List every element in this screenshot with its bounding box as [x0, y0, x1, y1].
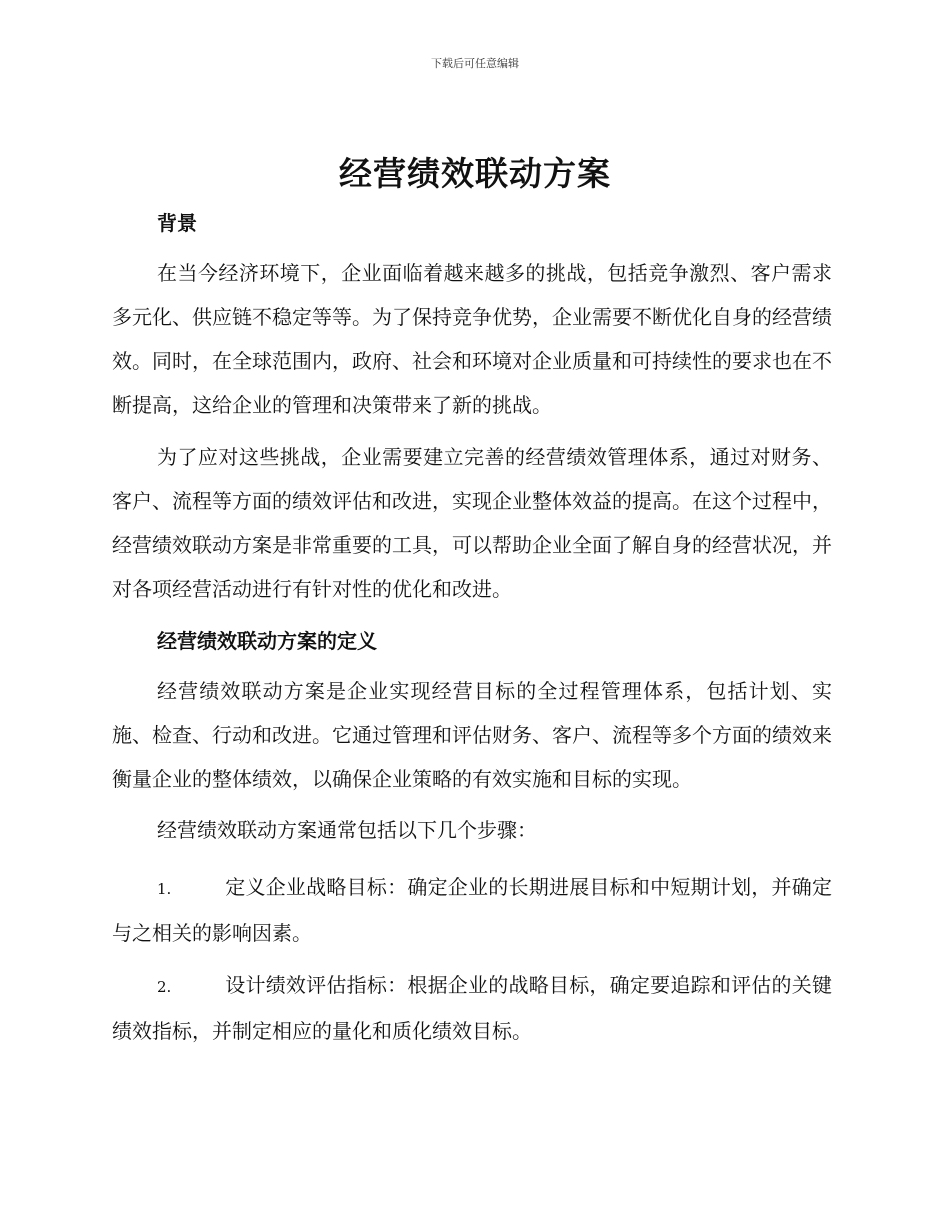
paragraph-background-1: 在当今经济环境下，企业面临着越来越多的挑战，包括竞争激烈、客户需求多元化、供应链不稳定等等。为了保持竞争优势，企业需要不断优化自身的经营绩效。同时，在全球范围内，政府、社会和环境对企业质量和可持续性的要求也在不断提高，这给企业的管理和决策带来了新的挑战。 [112, 261, 832, 417]
document-title: 经营绩效联动方案 [339, 154, 611, 193]
header-note: 下载后可任意编辑 [431, 57, 519, 70]
step-item-2 [112, 963, 832, 1053]
step-number: 1. [157, 880, 172, 898]
paragraph-background-2: 为了应对这些挑战，企业需要建立完善的经营绩效管理体系，通过对财务、客户、流程等方面的绩效评估和改进，实现企业整体效益的提高。在这个过程中，经营绩效联动方案是非常重要的工具，可以帮助企业全面了解自身的经营状况，并对各项经营活动进行有针对性的优化和改进。 [112, 445, 832, 601]
paragraph-steps-intro: 经营绩效联动方案通常包括以下几个步骤： [157, 818, 537, 842]
step-number: 2. [157, 978, 172, 996]
step-item-1 [112, 865, 832, 955]
step-text: 设计绩效评估指标：根据企业的战略目标，确定要追踪和评估的关键绩效指标，并制定相应的量化和质化绩效目标。 [112, 973, 832, 1043]
section-heading-background: 背景 [157, 211, 197, 235]
section-heading-definition: 经营绩效联动方案的定义 [157, 629, 377, 653]
paragraph-definition-1: 经营绩效联动方案是企业实现经营目标的全过程管理体系，包括计划、实施、检查、行动和改进。它通过管理和评估财务、客户、流程等多个方面的绩效来衡量企业的整体绩效，以确保企业策略的有效实施和目标的实现。 [112, 679, 832, 791]
step-text: 定义企业战略目标：确定企业的长期进展目标和中短期计划，并确定与之相关的影响因素。 [112, 875, 832, 945]
